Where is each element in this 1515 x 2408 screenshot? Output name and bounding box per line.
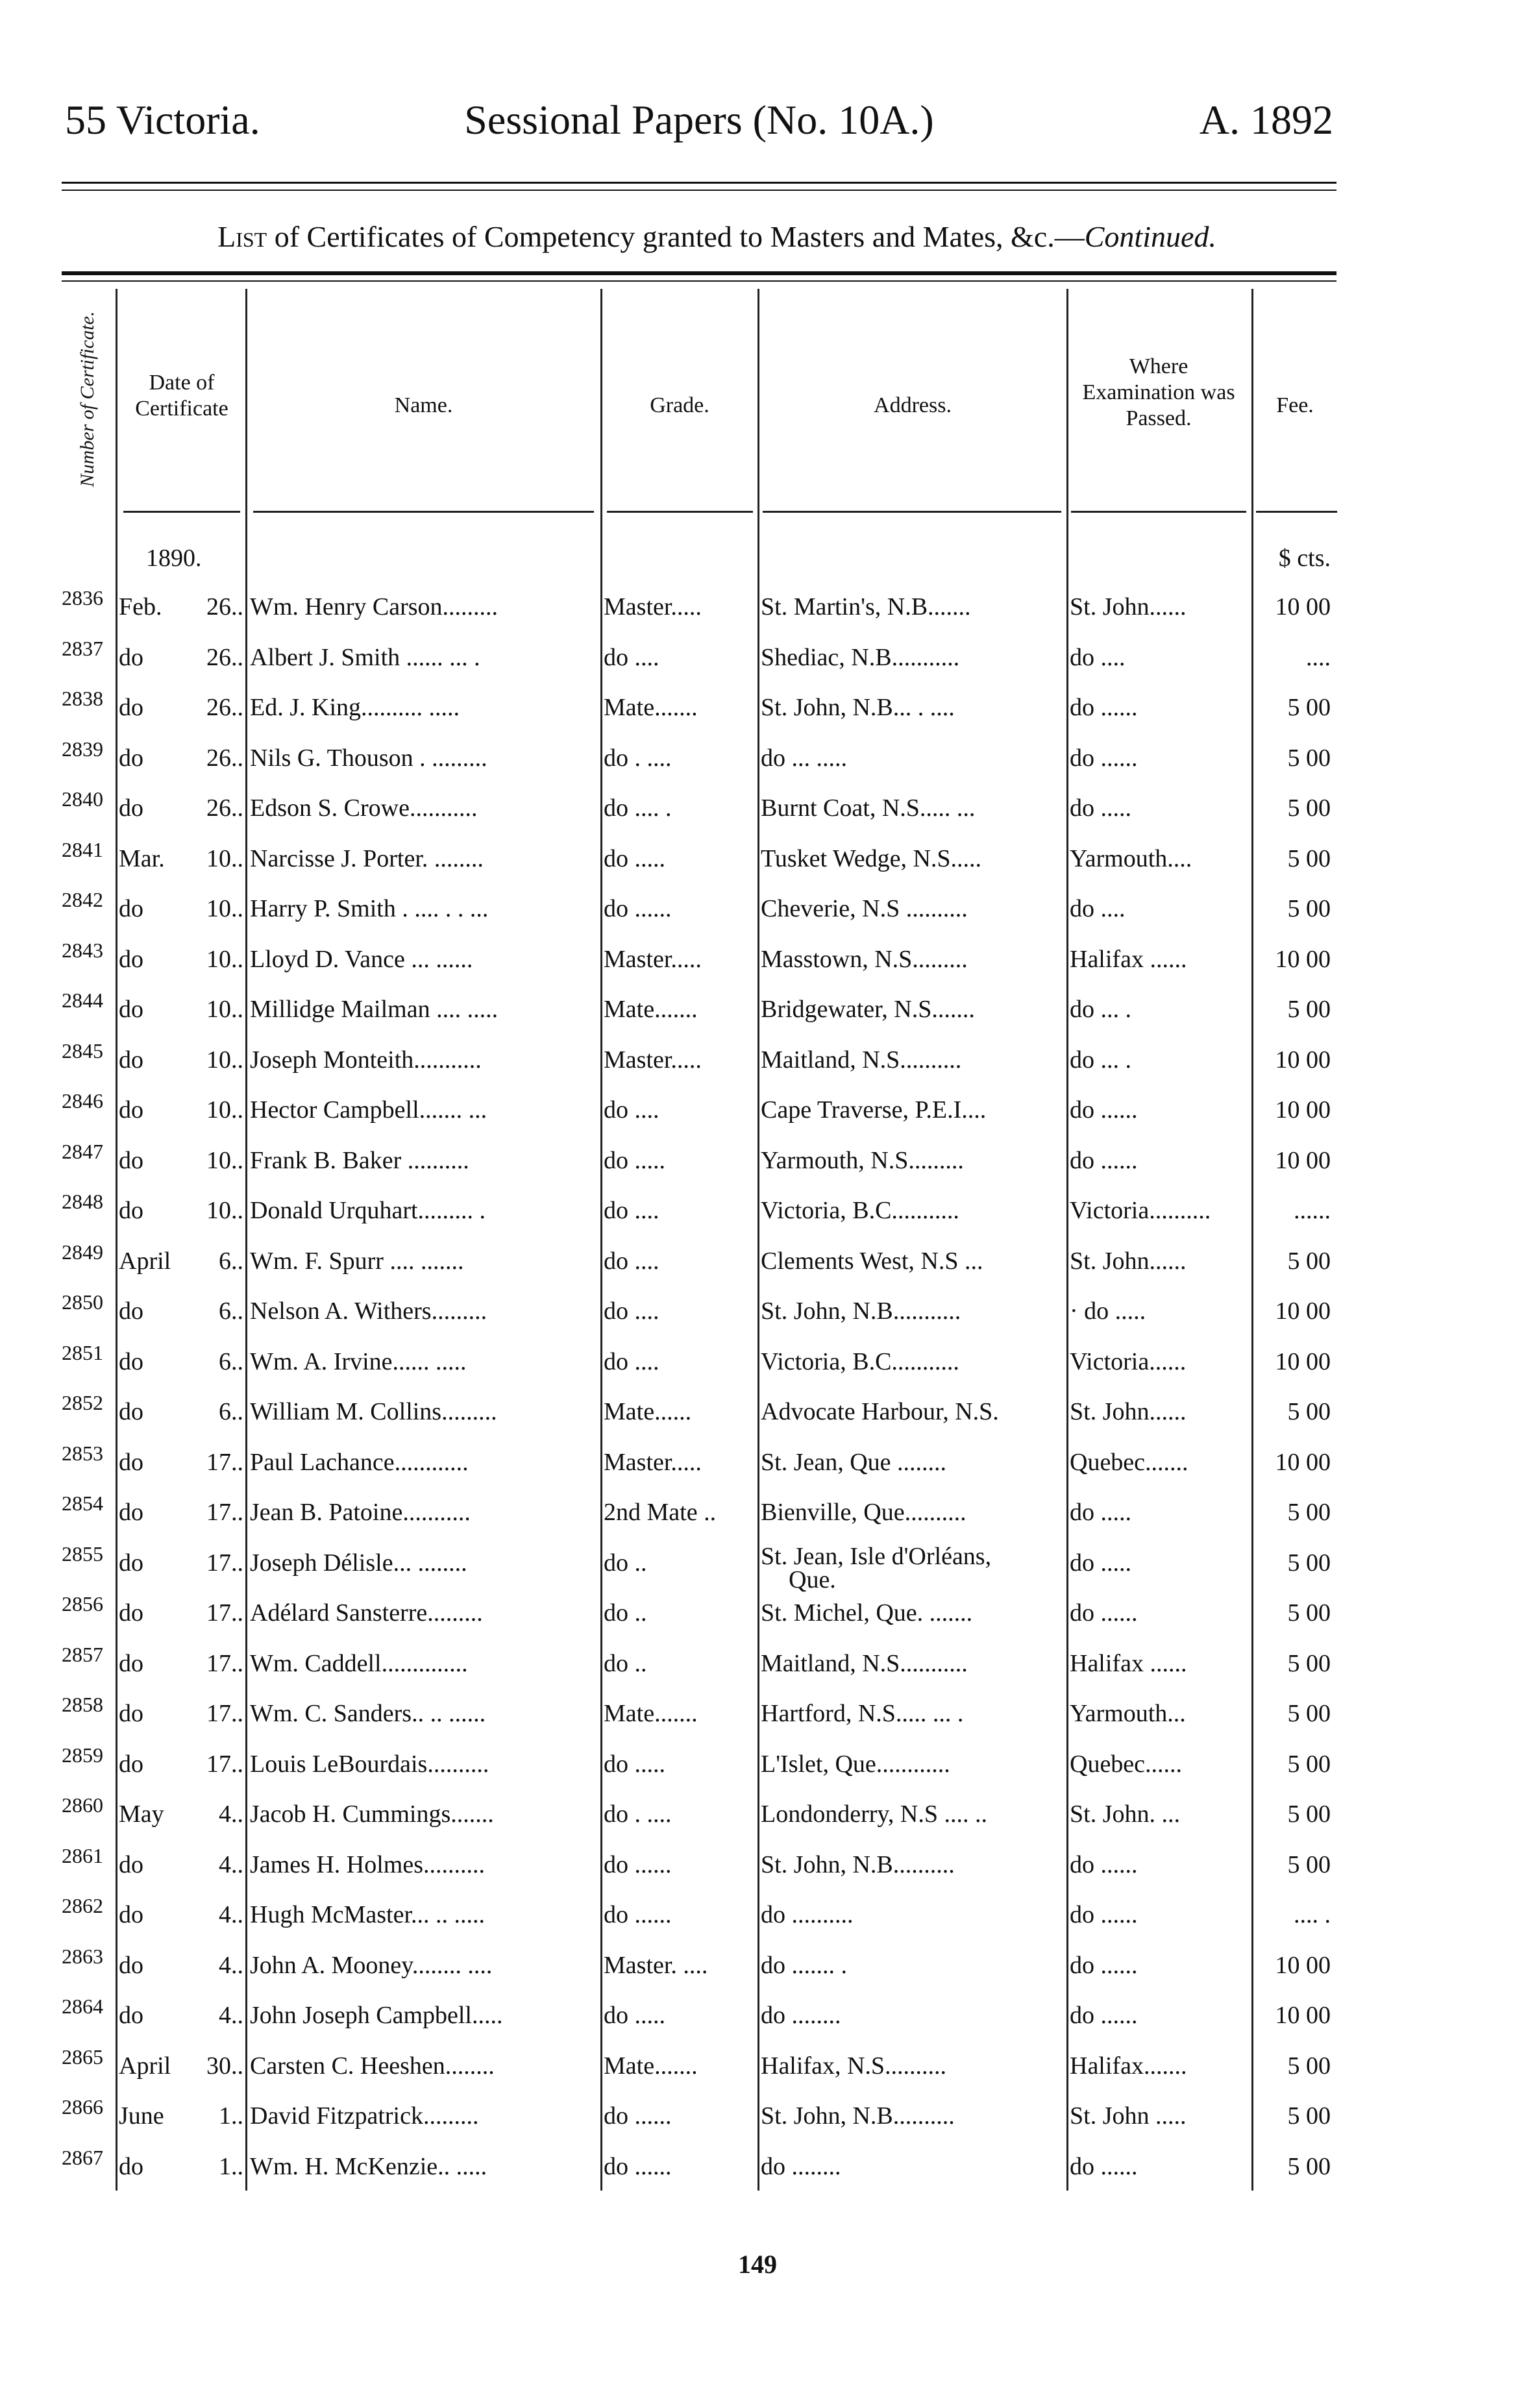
cell-fee: 5 00 <box>1287 1247 1331 1275</box>
cell-day: 4.. <box>219 1901 243 1928</box>
cell-number: 2859 <box>62 1743 103 1767</box>
cell-grade: do .. <box>604 1649 647 1677</box>
cell-number: 2858 <box>62 1693 103 1716</box>
cell-day: 26.. <box>206 694 243 721</box>
cell-grade: do . .... <box>604 1800 672 1828</box>
cell-month: May <box>119 1800 164 1828</box>
cell-name: Lloyd D. Vance ... ...... <box>250 945 473 973</box>
running-head <box>65 91 1333 149</box>
cell-grade: do ..... <box>604 1146 665 1174</box>
cell-name: Edson S. Crowe........... <box>250 794 478 822</box>
cell-address: Hartford, N.S..... ... . <box>761 1700 964 1727</box>
cell-address: Burnt Coat, N.S..... ... <box>761 794 976 822</box>
cell-address-continued: Que. <box>789 1566 836 1593</box>
header-address: Address. <box>874 393 952 417</box>
cell-fee: 5 00 <box>1287 744 1331 772</box>
cell-fee: ...... <box>1294 1197 1331 1224</box>
cell-grade: do .... <box>604 1096 659 1124</box>
cell-fee: 10 00 <box>1275 2002 1331 2029</box>
cell-grade: do ..... <box>604 844 665 872</box>
cell-name: Wm. C. Sanders.. .. ...... <box>250 1700 486 1727</box>
cell-month: do <box>119 1750 143 1778</box>
cell-grade: Mate....... <box>604 2052 698 2080</box>
cell-fee: 5 00 <box>1287 1750 1331 1778</box>
cell-where: Halifax....... <box>1070 2052 1187 2080</box>
cell-month: do <box>119 1297 143 1325</box>
cell-fee: 5 00 <box>1287 844 1331 872</box>
cell-where: St. John. ... <box>1070 1800 1180 1828</box>
cell-name: Frank B. Baker .......... <box>250 1146 469 1174</box>
cell-address: St. Michel, Que. ....... <box>761 1599 973 1627</box>
cell-month: do <box>119 1499 143 1526</box>
cell-name: Nils G. Thouson . ......... <box>250 744 487 772</box>
cell-address: Cape Traverse, P.E.I.... <box>761 1096 987 1124</box>
cell-day: 4.. <box>219 1951 243 1979</box>
column-rule <box>116 289 117 2191</box>
cell-number: 2866 <box>62 2095 103 2119</box>
cell-name: Narcisse J. Porter. ........ <box>250 844 484 872</box>
cell-where: Yarmouth... <box>1070 1700 1186 1727</box>
cell-grade: Master. .... <box>604 1951 708 1979</box>
cell-name: Wm. Caddell.............. <box>250 1649 468 1677</box>
cell-grade: do . .... <box>604 744 672 772</box>
cell-number: 2853 <box>62 1441 103 1465</box>
header-date: Date of Certificate <box>135 371 228 421</box>
cell-month: do <box>119 643 143 671</box>
cell-day: 17.. <box>206 1649 243 1677</box>
cell-fee: 5 00 <box>1287 1499 1331 1526</box>
cell-name: Ed. J. King.......... ..... <box>250 694 460 721</box>
cell-address: Maitland, N.S.......... <box>761 1046 962 1074</box>
caption-continued: Continued. <box>1084 220 1216 253</box>
running-head-year: A. 1892 <box>1199 97 1333 143</box>
cell-name: Joseph Délisle... ........ <box>250 1549 467 1577</box>
cell-address: Victoria, B.C........... <box>761 1197 959 1224</box>
cell-address: L'Islet, Que............ <box>761 1750 950 1778</box>
cell-day: 10.. <box>206 1046 243 1074</box>
cell-where: do ...... <box>1070 744 1138 772</box>
cell-day: 10.. <box>206 895 243 922</box>
cell-where: do ...... <box>1070 1096 1138 1124</box>
cell-address: do ........ <box>761 2002 841 2029</box>
cell-fee: 5 00 <box>1287 2102 1331 2130</box>
cell-where: do ...... <box>1070 1850 1138 1878</box>
header-where: Where Examination was Passed. <box>1082 354 1235 430</box>
cell-name: Jacob H. Cummings....... <box>250 1800 494 1828</box>
running-head-title: Sessional Papers (No. 10A.) <box>464 97 934 143</box>
cell-name: Louis LeBourdais.......... <box>250 1750 489 1778</box>
cell-where: do .... <box>1070 643 1126 671</box>
cell-fee: 5 00 <box>1287 1850 1331 1878</box>
cell-address: Shediac, N.B........... <box>761 643 960 671</box>
cell-number: 2839 <box>62 737 103 761</box>
cell-day: 10.. <box>206 1096 243 1124</box>
cell-address: Yarmouth, N.S......... <box>761 1146 964 1174</box>
cell-number: 2864 <box>62 1995 103 2018</box>
cell-grade: do ...... <box>604 2102 672 2130</box>
cell-address: Tusket Wedge, N.S..... <box>761 844 982 872</box>
cell-month: do <box>119 2002 143 2029</box>
cell-fee: 10 00 <box>1275 1297 1331 1325</box>
cell-grade: Master..... <box>604 945 702 973</box>
cell-where: St. John...... <box>1070 1247 1187 1275</box>
cell-day: 26.. <box>206 744 243 772</box>
cell-name: Hector Campbell....... ... <box>250 1096 487 1124</box>
header-rule-thin <box>62 280 1336 282</box>
cell-day: 6.. <box>219 1398 243 1425</box>
cell-fee: 5 00 <box>1287 2052 1331 2080</box>
cell-name: John Joseph Campbell..... <box>250 2002 503 2029</box>
cell-address: do ....... . <box>761 1951 847 1979</box>
cell-address: Masstown, N.S......... <box>761 945 968 973</box>
cell-day: 17.. <box>206 1549 243 1577</box>
cell-grade: Master..... <box>604 1448 702 1476</box>
cell-where: Victoria.......... <box>1070 1197 1211 1224</box>
cell-month: Mar. <box>119 844 165 872</box>
header-underline <box>607 511 753 513</box>
cell-day: 4.. <box>219 1800 243 1828</box>
cell-grade: do ...... <box>604 895 672 922</box>
header-name: Name. <box>394 393 453 417</box>
cell-number: 2849 <box>62 1240 103 1264</box>
cell-name: David Fitzpatrick......... <box>250 2102 479 2130</box>
cell-grade: do ..... <box>604 1750 665 1778</box>
cell-name: Wm. H. McKenzie.. ..... <box>250 2152 487 2180</box>
cell-name: Nelson A. Withers......... <box>250 1297 487 1325</box>
cell-month: do <box>119 1398 143 1425</box>
cell-name: Jean B. Patoine........... <box>250 1499 471 1526</box>
cell-name: Millidge Mailman .... ..... <box>250 996 499 1023</box>
cell-month: do <box>119 1146 143 1174</box>
cell-fee: 5 00 <box>1287 2152 1331 2180</box>
cell-day: 6.. <box>219 1297 243 1325</box>
cell-where: · do ..... <box>1070 1297 1146 1325</box>
cell-number: 2844 <box>62 989 103 1012</box>
cell-address: St. John, N.B.......... <box>761 2102 955 2130</box>
cell-where: Halifax ...... <box>1070 945 1187 973</box>
cell-where: do ...... <box>1070 2152 1138 2180</box>
cell-address: Halifax, N.S.......... <box>761 2052 947 2080</box>
cell-address: Bienville, Que.......... <box>761 1499 967 1526</box>
cell-number: 2867 <box>62 2145 103 2169</box>
cell-fee: .... <box>1306 643 1331 671</box>
cell-day: 26.. <box>206 593 243 620</box>
cell-where: Victoria...... <box>1070 1347 1187 1375</box>
cell-month: do <box>119 1448 143 1476</box>
cell-where: do ...... <box>1070 1599 1138 1627</box>
cell-where: do ... . <box>1070 1046 1131 1074</box>
cell-number: 2843 <box>62 938 103 962</box>
cell-month: do <box>119 1549 143 1577</box>
header-underline <box>123 511 240 513</box>
cell-number: 2841 <box>62 837 103 861</box>
column-rule <box>600 289 602 2191</box>
cell-address: St. Jean, Isle d'Orléans, <box>761 1542 992 1570</box>
cell-number: 2846 <box>62 1089 103 1112</box>
cell-day: 17.. <box>206 1499 243 1526</box>
cell-fee: 10 00 <box>1275 1046 1331 1074</box>
cell-fee: 10 00 <box>1275 1448 1331 1476</box>
cell-grade: Mate....... <box>604 1700 698 1727</box>
cell-where: Quebec....... <box>1070 1448 1189 1476</box>
cell-name: Wm. A. Irvine...... ..... <box>250 1347 467 1375</box>
header-grade: Grade. <box>650 393 709 417</box>
cell-grade: do ..... <box>604 2002 665 2029</box>
cell-number: 2836 <box>62 586 103 609</box>
cell-day: 6.. <box>219 1247 243 1275</box>
cell-where: St. John...... <box>1070 1398 1187 1425</box>
cell-address: Bridgewater, N.S....... <box>761 996 975 1023</box>
cell-month: do <box>119 2152 143 2180</box>
cell-where: do ..... <box>1070 1549 1131 1577</box>
cell-month: April <box>119 2052 171 2080</box>
cell-grade: do ...... <box>604 2152 672 2180</box>
header-number <box>62 292 114 506</box>
cell-name: Hugh McMaster... .. ..... <box>250 1901 486 1928</box>
cell-where: Quebec...... <box>1070 1750 1183 1778</box>
fee-unit-label: $ cts. <box>1278 545 1331 572</box>
cell-number: 2838 <box>62 687 103 710</box>
cell-month: do <box>119 1649 143 1677</box>
cell-fee: 5 00 <box>1287 1599 1331 1627</box>
cell-where: St. John...... <box>1070 593 1187 620</box>
cell-number: 2863 <box>62 1944 103 1968</box>
cell-name: Harry P. Smith . .... . . ... <box>250 895 489 922</box>
cell-number: 2847 <box>62 1139 103 1163</box>
cell-where: Yarmouth.... <box>1070 844 1192 872</box>
header-underline <box>763 511 1061 513</box>
header-rule-thick <box>62 271 1336 275</box>
cell-day: 10.. <box>206 844 243 872</box>
header-number-label: Number of Certificate. <box>77 311 98 487</box>
cell-month: do <box>119 1901 143 1928</box>
cell-grade: do .... <box>604 1347 659 1375</box>
cell-address: St. John, N.B... . .... <box>761 694 955 721</box>
page-number: 149 <box>738 2250 777 2279</box>
cell-day: 26.. <box>206 794 243 822</box>
caption-lead: List <box>217 220 267 253</box>
header-underline <box>1071 511 1246 513</box>
cell-number: 2842 <box>62 888 103 911</box>
cell-fee: 10 00 <box>1275 1951 1331 1979</box>
cell-number: 2861 <box>62 1843 103 1867</box>
cell-fee: .... . <box>1294 1901 1331 1928</box>
header-underline <box>1256 511 1337 513</box>
cell-day: 17.. <box>206 1750 243 1778</box>
cell-address: do ........ <box>761 2152 841 2180</box>
cell-where: do ..... <box>1070 1499 1131 1526</box>
cell-fee: 10 00 <box>1275 1096 1331 1124</box>
column-rule <box>1066 289 1068 2191</box>
cell-where: do ...... <box>1070 1901 1138 1928</box>
cell-grade: Mate...... <box>604 1398 692 1425</box>
cell-grade: do .... <box>604 1297 659 1325</box>
cell-address: Advocate Harbour, N.S. <box>761 1398 999 1425</box>
cell-day: 4.. <box>219 2002 243 2029</box>
cell-fee: 5 00 <box>1287 1398 1331 1425</box>
cell-name: Carsten C. Heeshen........ <box>250 2052 495 2080</box>
cell-day: 10.. <box>206 945 243 973</box>
cell-address: Clements West, N.S ... <box>761 1247 983 1275</box>
column-rule <box>245 289 247 2191</box>
cell-name: William M. Collins......... <box>250 1398 497 1425</box>
cell-month: do <box>119 744 143 772</box>
cell-fee: 5 00 <box>1287 1649 1331 1677</box>
cell-grade: Master..... <box>604 1046 702 1074</box>
cell-day: 26.. <box>206 643 243 671</box>
cell-number: 2865 <box>62 2045 103 2069</box>
cell-name: Donald Urquhart......... . <box>250 1197 486 1224</box>
cell-where: do ..... <box>1070 794 1131 822</box>
cell-where: do ... . <box>1070 996 1131 1023</box>
cell-month: do <box>119 1096 143 1124</box>
cell-address: Maitland, N.S........... <box>761 1649 968 1677</box>
cell-fee: 5 00 <box>1287 1549 1331 1577</box>
cell-number: 2840 <box>62 787 103 811</box>
cell-grade: do .... <box>604 1197 659 1224</box>
cell-day: 17.. <box>206 1700 243 1727</box>
cell-number: 2854 <box>62 1492 103 1515</box>
cell-where: Halifax ...... <box>1070 1649 1187 1677</box>
cell-month: do <box>119 1197 143 1224</box>
cell-address: St. Jean, Que ........ <box>761 1448 947 1476</box>
cell-month: April <box>119 1247 171 1275</box>
cell-number: 2848 <box>62 1190 103 1213</box>
cell-where: do .... <box>1070 895 1126 922</box>
cell-month: do <box>119 794 143 822</box>
cell-where: do ...... <box>1070 694 1138 721</box>
cell-name: Paul Lachance............ <box>250 1448 469 1476</box>
cell-address: Victoria, B.C........... <box>761 1347 959 1375</box>
cell-where: do ...... <box>1070 2002 1138 2029</box>
cell-fee: 5 00 <box>1287 895 1331 922</box>
running-head-session: 55 Victoria. <box>65 97 260 143</box>
cell-address: Cheverie, N.S .......... <box>761 895 968 922</box>
cell-number: 2862 <box>62 1894 103 1917</box>
header-underline <box>253 511 594 513</box>
cell-grade: do ...... <box>604 1901 672 1928</box>
cell-grade: do .... . <box>604 794 672 822</box>
cell-grade: do .. <box>604 1549 647 1577</box>
cell-grade: Mate....... <box>604 694 698 721</box>
cell-fee: 10 00 <box>1275 593 1331 620</box>
cell-address: St. Martin's, N.B....... <box>761 593 971 620</box>
top-rule <box>62 182 1336 184</box>
cell-day: 10.. <box>206 1197 243 1224</box>
cell-grade: do ...... <box>604 1850 672 1878</box>
cell-address: do .......... <box>761 1901 854 1928</box>
cell-number: 2852 <box>62 1391 103 1414</box>
cell-day: 17.. <box>206 1599 243 1627</box>
cell-number: 2850 <box>62 1290 103 1314</box>
cell-month: do <box>119 1951 143 1979</box>
cell-address: St. John, N.B.......... <box>761 1850 955 1878</box>
cell-number: 2860 <box>62 1793 103 1817</box>
cell-number: 2851 <box>62 1340 103 1364</box>
table-caption <box>97 214 1336 260</box>
cell-number: 2845 <box>62 1038 103 1063</box>
cell-fee: 10 00 <box>1275 1347 1331 1375</box>
cell-name: John A. Mooney........ .... <box>250 1951 493 1979</box>
cell-month: do <box>119 895 143 922</box>
cell-name: Adélard Sansterre......... <box>250 1599 483 1627</box>
cell-name: Wm. Henry Carson......... <box>250 593 499 620</box>
cell-address: St. John, N.B........... <box>761 1297 961 1325</box>
cell-day: 30.. <box>206 2052 243 2080</box>
cell-where: St. John ..... <box>1070 2102 1187 2130</box>
cell-address: do ... ..... <box>761 744 847 772</box>
cell-number: 2855 <box>62 1542 103 1566</box>
cell-grade: 2nd Mate .. <box>604 1499 717 1526</box>
top-rule-second <box>62 190 1336 191</box>
cell-grade: Master..... <box>604 593 702 620</box>
cell-month: do <box>119 945 143 973</box>
cell-number: 2856 <box>62 1592 103 1616</box>
year-label: 1890. <box>146 545 202 572</box>
cell-month: do <box>119 1700 143 1727</box>
caption-text: of Certificates of Competency granted to Masters and Mates, &c.— <box>267 220 1085 253</box>
cell-fee: 5 00 <box>1287 1800 1331 1828</box>
cell-where: do ...... <box>1070 1951 1138 1979</box>
cell-name: Wm. F. Spurr .... ....... <box>250 1247 464 1275</box>
cell-day: 4.. <box>219 1850 243 1878</box>
cell-fee: 5 00 <box>1287 694 1331 721</box>
cell-month: June <box>119 2102 164 2130</box>
cell-fee: 5 00 <box>1287 996 1331 1023</box>
cell-grade: do .... <box>604 643 659 671</box>
cell-day: 17.. <box>206 1448 243 1476</box>
cell-day: 10.. <box>206 996 243 1023</box>
cell-day: 1.. <box>219 2102 243 2130</box>
cell-fee: 5 00 <box>1287 1700 1331 1727</box>
cell-month: do <box>119 1347 143 1375</box>
cell-fee: 5 00 <box>1287 794 1331 822</box>
cell-name: Joseph Monteith........... <box>250 1046 482 1074</box>
cell-fee: 10 00 <box>1275 1146 1331 1174</box>
cell-day: 6.. <box>219 1347 243 1375</box>
cell-number: 2857 <box>62 1642 103 1666</box>
header-fee: Fee. <box>1276 393 1314 417</box>
cell-month: do <box>119 996 143 1023</box>
cell-where: do ...... <box>1070 1146 1138 1174</box>
cell-name: Albert J. Smith ...... ... . <box>250 643 480 671</box>
cell-month: do <box>119 1046 143 1074</box>
cell-month: do <box>119 694 143 721</box>
cell-day: 1.. <box>219 2152 243 2180</box>
cell-day: 10.. <box>206 1146 243 1174</box>
cell-grade: do .... <box>604 1247 659 1275</box>
cell-grade: Mate....... <box>604 996 698 1023</box>
cell-address: Londonderry, N.S .... .. <box>761 1800 987 1828</box>
cell-month: do <box>119 1599 143 1627</box>
cell-month: Feb. <box>119 593 162 620</box>
cell-fee: 10 00 <box>1275 945 1331 973</box>
cell-number: 2837 <box>62 636 103 660</box>
column-rule <box>758 289 759 2191</box>
cell-grade: do .. <box>604 1599 647 1627</box>
cell-name: James H. Holmes.......... <box>250 1850 486 1878</box>
cell-month: do <box>119 1850 143 1878</box>
